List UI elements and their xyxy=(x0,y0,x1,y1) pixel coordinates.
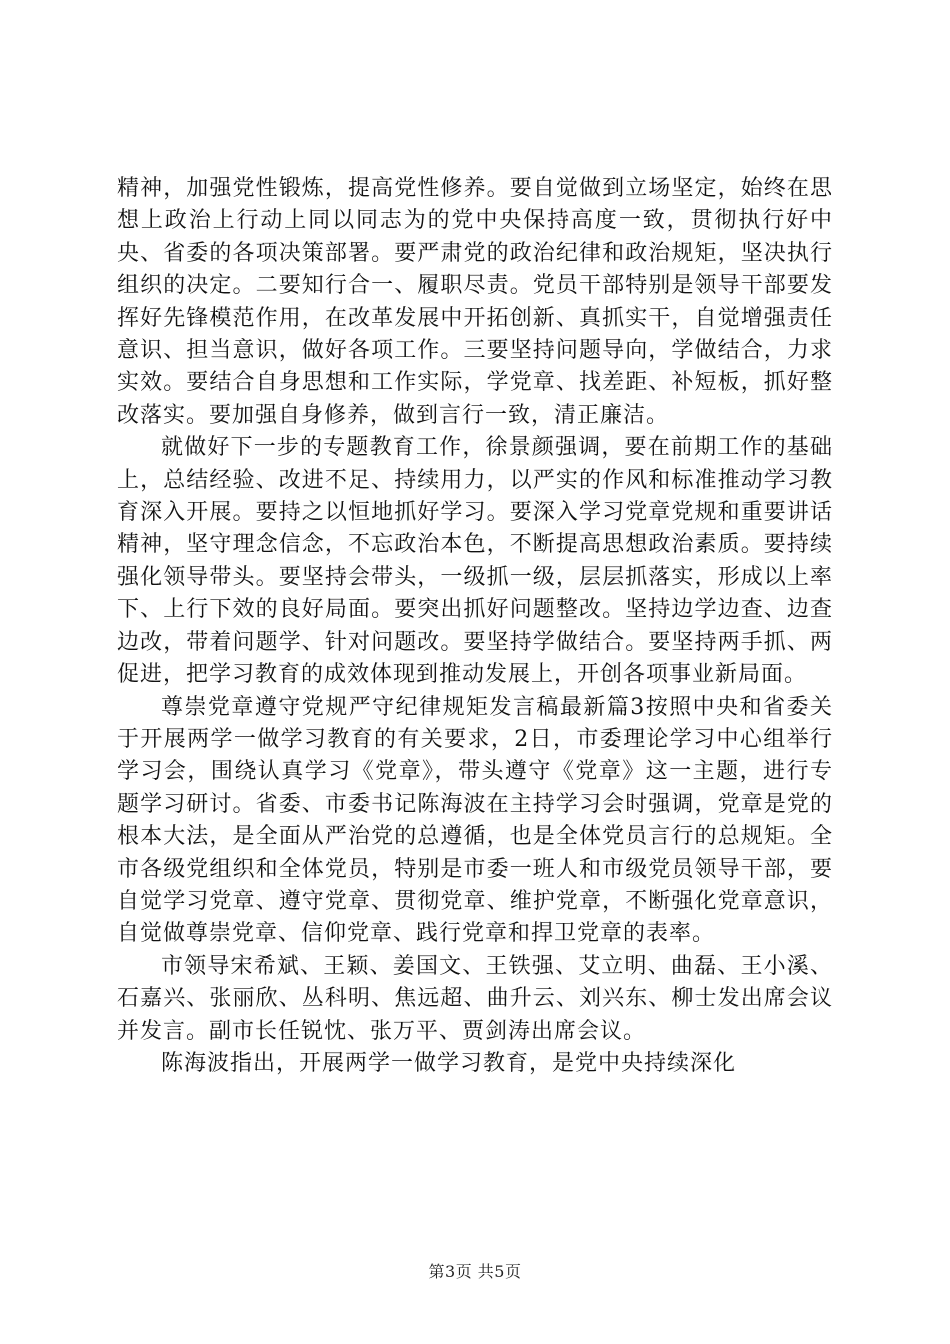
paragraph: 尊崇党章遵守党规严守纪律规矩发言稿最新篇3按照中央和省委关于开展两学一做学习教育的有关要求，2日，市委理论学习中心组举行学习会，围绕认真学习《党章》，带头遵守《党章》这一主题，进行专题学习研讨。省委、市委书记陈海波在主持学习会时强调，党章是党的根本大法，是全面从严治党的总遵循，也是全体党员言行的总规矩。全市各级党组织和全体党员，特别是市委一班人和市级党员领导干部，要自觉学习党章、遵守党章、贯彻党章、维护党章，不断强化党章意识，自觉做尊崇党章、信仰党章、践行党章和捍卫党章的表率。 xyxy=(117,694,833,947)
document-body xyxy=(117,173,833,1080)
paragraph: 市领导宋希斌、王颖、姜国文、王铁强、艾立明、曲磊、王小溪、石嘉兴、张丽欣、丛科明、焦远超、曲升云、刘兴东、柳士发出席会议并发言。副市长任锐忱、张万平、贾剑涛出席会议。 xyxy=(117,953,833,1044)
paragraph: 就做好下一步的专题教育工作，徐景颜强调，要在前期工作的基础上，总结经验、改进不足、持续用力，以严实的作风和标准推动学习教育深入开展。要持之以恒地抓好学习。要深入学习党章党规和重要讲话精神，坚守理念信念，不忘政治本色，不断提高思想政治素质。要持续强化领导带头。要坚持会带头，一级抓一级，层层抓落实，形成以上率下、上行下效的良好局面。要突出抓好问题整改。坚持边学边查、边查边改，带着问题学、针对问题改。要坚持学做结合。要坚持两手抓、两促进，把学习教育的成效体现到推动发展上，开创各项事业新局面。 xyxy=(117,435,833,688)
page-number-footer: 第3页 共5页 xyxy=(428,1262,522,1281)
paragraph: 精神，加强党性锻炼，提高党性修养。要自觉做到立场坚定，始终在思想上政治上行动上同以同志为的党中央保持高度一致，贯彻执行好中央、省委的各项决策部署。要严肃党的政治纪律和政治规矩，坚决执行组织的决定。二要知行合一、履职尽责。党员干部特别是领导干部要发挥好先锋模范作用，在改革发展中开拓创新、真抓实干，自觉增强责任意识、担当意识，做好各项工作。三要坚持问题导向，学做结合，力求实效。要结合自身思想和工作实际，学党章、找差距、补短板，抓好整改落实。要加强自身修养，做到言行一致，清正廉洁。 xyxy=(117,176,833,428)
paragraph: 陈海波指出，开展两学一做学习教育，是党中央持续深化 xyxy=(161,1050,737,1076)
